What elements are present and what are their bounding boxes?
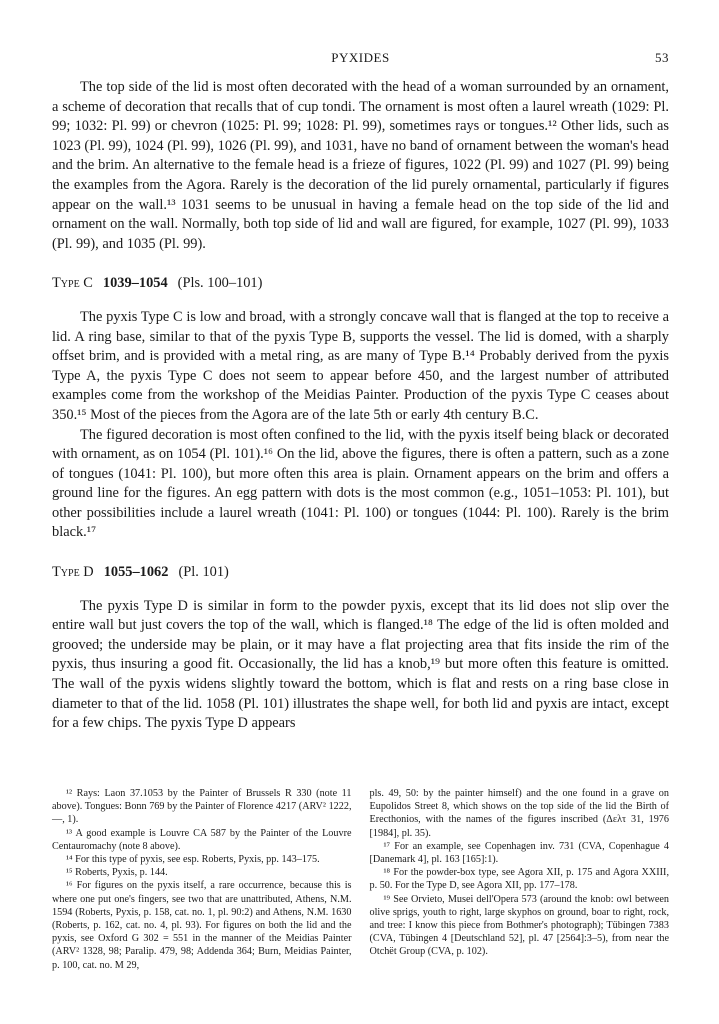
catalogue-range: 1039–1054 — [102, 275, 168, 292]
footnote-17: ¹⁷ For an example, see Copenhagen inv. 731 (CVA, Copenhague 4 [Danemark 4], pl. 163 [165]:1). — [369, 840, 669, 866]
page — [52, 38, 669, 734]
paragraph-type-d: The pyxis Type D is similar in form to the powder pyxis, except that its lid does not slip over the entire wall but just covers the top of the wall, which is flanged.¹⁸ The edge of the lid is often molded and grooved; the underside may be plain, or it may have a flat projecting area that fits inside the rim of the pyxis, thus insuring a good fit. Occasionally, the lid has a knob,¹⁹ but more often this feature is omitted. The wall of the pyxis widens slightly toward the bottom, which is flat and rests on a ring base close in diameter to that of the lid. 1058 (Pl. 101) illustrates the shape well, for both lid and pyxis are intact, except for a few chips. The pyxis Type D appears — [52, 597, 669, 732]
footnote-16: ¹⁶ For figures on the pyxis itself, a rare occurrence, because this is where one put one's fingers, see two that are unattributed, Athens, N.M. 1594 (Roberts, Pyxis, p. 158, cat. no. 1, pl. 90:2) and Athens, N.M. 1630 (Roberts, p. 162, cat. no. 4, pl. 93). For figures on both the lid and the pyxis, see Oxford G 302 = 551 in the manner of the Meidias Painter (ARV² 1328, 98; Paralip. 479, 98; Addenda 364; Burn, Meidias Painter, p. 100, cat. no. M 29, — [52, 880, 352, 971]
footnote-12: ¹² Rays: Laon 37.1053 by the Painter of Brussels R 330 (note 11 above). Tongues: Bonn 769 by the Painter of Florence 4217 (ARV² 1222, —, 1). — [52, 788, 352, 826]
page-number: 53 — [655, 50, 669, 65]
body-text — [52, 78, 669, 734]
footnote-16-continued: pls. 49, 50: by the painter himself) and the one found in a grave on Eupolidos Street 8, which shows on the top side of the lid the Birth of Erecthonios, with the names of the figures inscribed (Δελτ 31, 1976 [1984], pl. 35). — [369, 788, 669, 839]
plates-reference: (Pl. 101) — [178, 564, 229, 581]
section-label: Type C — [52, 275, 93, 292]
footnote-18: ¹⁸ For the powder-box type, see Agora XII, p. 175 and Agora XXIII, p. 50. For the Type D, see Agora XII, pp. 177–178. — [369, 867, 669, 892]
footnote-15: ¹⁵ Roberts, Pyxis, p. 144. — [66, 867, 168, 879]
footnote-13: ¹³ A good example is Louvre CA 587 by the Painter of the Louvre Centauromachy (note 8 above). — [52, 827, 352, 852]
footnote-14: ¹⁴ For this type of pyxis, see esp. Roberts, Pyxis, pp. 143–175. — [66, 854, 320, 866]
footnote-column-left — [52, 787, 352, 972]
section-heading-type-c — [52, 274, 669, 294]
footnotes — [52, 787, 669, 972]
footnote-19: ¹⁹ See Orvieto, Musei dell'Opera 573 (around the knob: owl between olive sprigs, youth to right, large skyphos on ground, boar to right, rock, and tree: I know this piece from Bothmer's photograph); Tübingen 7383 (CVA, Tübingen 4 [Deutschland 52], pl. 47 [2564]:3–5), from near the Otchët Group (CVA, p. 102). — [369, 893, 669, 958]
running-header — [52, 38, 669, 66]
running-title: PYXIDES — [331, 50, 390, 65]
paragraph-lid-decoration: The top side of the lid is most often decorated with the head of a woman surrounded by an ornament, a scheme of decoration that recalls that of cup tondi. The ornament is most often a laurel wreath (1029: Pl. 99; 1032: Pl. 99) or chevron (1025: Pl. 99; 1028: Pl. 99), sometimes rays or tongues.¹² Other lids, such as 1023 (Pl. 99), 1024 (Pl. 99), 1026 (Pl. 99), and 1031, have no band of ornament between the woman's head and the brim. An alternative to the female head is a frieze of figures, 1022 (Pl. 99) and 1027 (Pl. 99) being the examples from the Agora. Rarely is the decoration of the lid purely ornamental, particularly if figures appear on the wall.¹³ 1031 seems to be unusual in having a female head on the top side of the lid and ornament on the wall. Normally, both top side of lid and wall are figured, for example, 1027 (Pl. 99), 1033 (Pl. 99), and 1035 (Pl. 99). — [52, 79, 669, 252]
plates-reference: (Pls. 100–101) — [177, 275, 263, 292]
footnote-column-right — [370, 787, 670, 972]
section-label: Type D — [52, 564, 94, 581]
catalogue-range: 1055–1062 — [103, 564, 169, 581]
paragraph-type-c-decoration: The figured decoration is most often confined to the lid, with the pyxis itself being black or decorated with ornament, as on 1054 (Pl. 101).¹⁶ On the lid, above the figures, there is often a pattern, such as a zone of tongues (1041: Pl. 100), but more often this area is plain. Ornament appears on the brim and offers a ground line for the figures. An egg pattern with dots is the most common (e.g., 1051–1053: Pl. 101), but other possibilities include a laurel wreath (1041: Pl. 100) or tongues (1044: Pl. 100). Rarely is the brim black.¹⁷ — [52, 426, 669, 541]
section-heading-type-d — [52, 563, 669, 583]
paragraph-type-c-shape: The pyxis Type C is low and broad, with a strongly concave wall that is flanged at the top to receive a lid. A ring base, similar to that of the pyxis Type B, supports the vessel. The lid is domed, with a sharply offset brim, and is provided with a metal ring, as are many of Type B.¹⁴ Probably derived from the pyxis Type A, the pyxis Type C does not seem to appear before 450, and the largest number of attributed examples come from the workshop of the Meidias Painter. Production of the pyxis Type C ceases about 350.¹⁵ Most of the pieces from the Agora are of the late 5th or early 4th century B.C. — [52, 308, 669, 423]
